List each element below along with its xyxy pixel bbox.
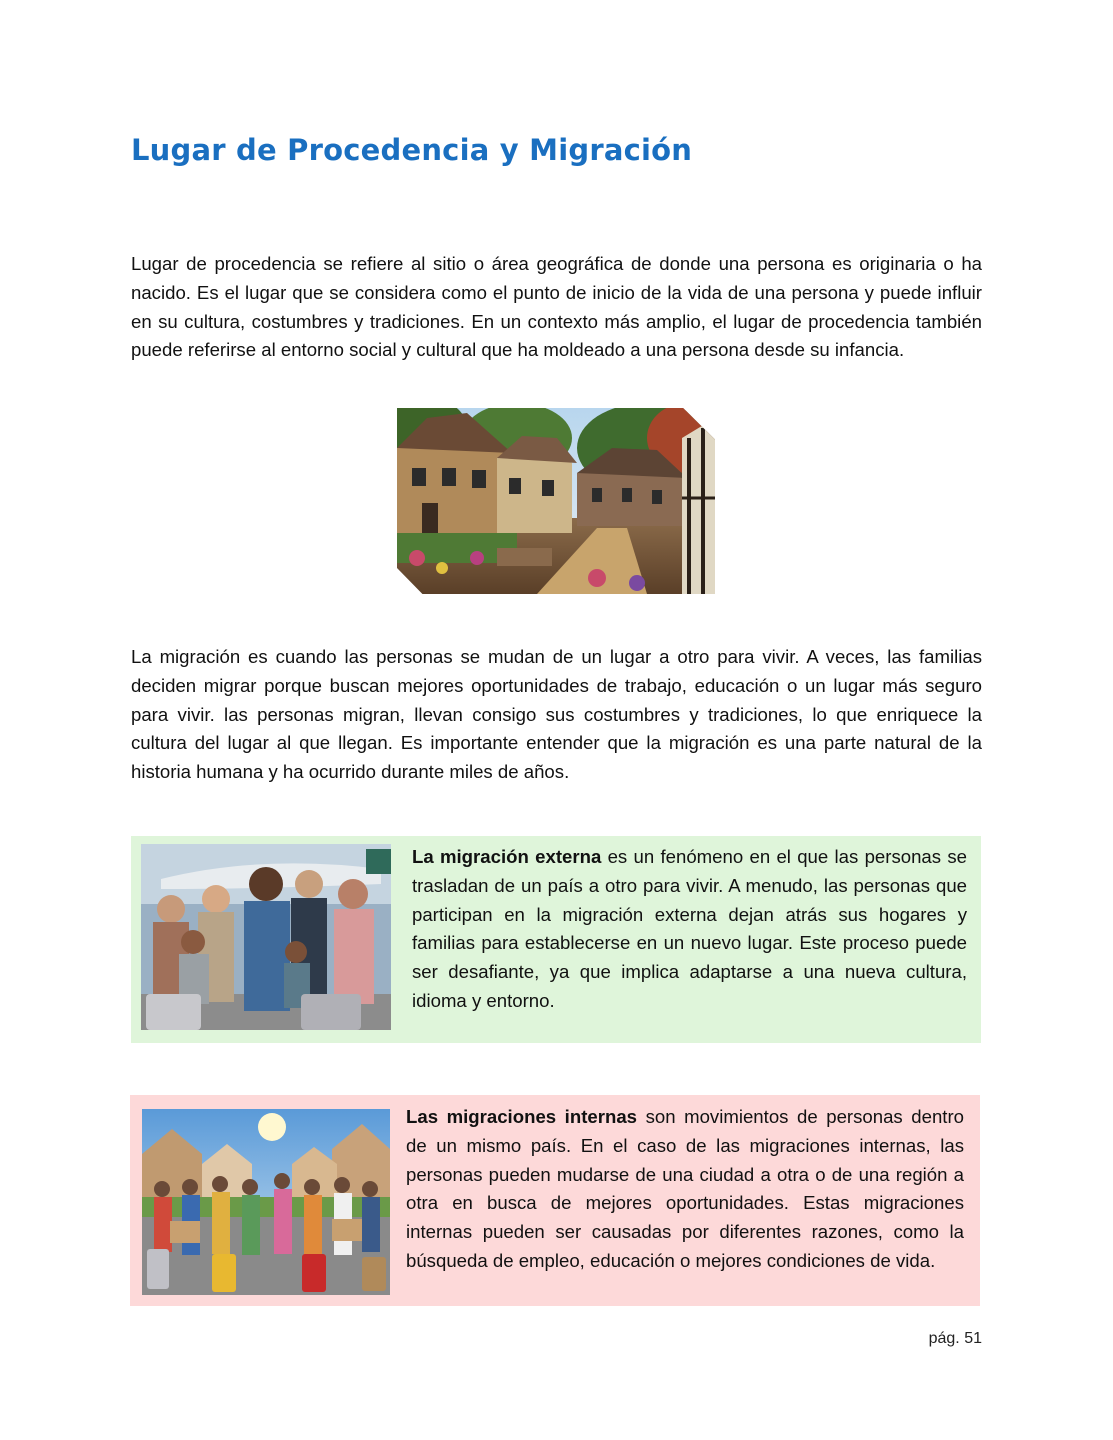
external-migration-box (131, 836, 981, 1043)
external-migration-image (141, 844, 391, 1030)
external-migration-body: es un fenómeno en el que las personas se trasladan de un país a otro para vivir. A menudo, las personas que participan en la migración externa dejan atrás sus hogares y familias para establecerse en un nuevo lugar. Este proceso puede ser desafiante, ya que implica adaptarse a una nueva cultura, idioma y entorno. (412, 846, 967, 1011)
internal-migration-box (130, 1095, 980, 1306)
paragraph-procedencia: Lugar de procedencia se refiere al sitio o área geográfica de donde una persona es originaria o ha nacido. Es el lugar que se considera como el punto de inicio de la vida de una persona y puede influir en su cultura, costumbres y tradiciones. En un contexto más amplio, el lugar de procedencia también puede referirse al entorno social y cultural que ha moldeado a una persona desde su infancia. (131, 253, 982, 361)
village-image (397, 408, 715, 594)
internal-migration-body: son movimientos de personas dentro de un mismo país. En el caso de las migraciones internas, las personas pueden mudarse de una ciudad a otra o de una región a otra en busca de mejores oportunidades. Estas migraciones internas pueden ser causadas por diferentes razones, como la búsqueda de empleo, educación o mejores condiciones de vida. (406, 1106, 964, 1271)
internal-migration-text (406, 1103, 964, 1276)
internal-migration-term: Las migraciones internas (406, 1106, 638, 1127)
external-migration-term: La migración externa (412, 846, 602, 867)
page-number: pág. 51 (928, 1330, 982, 1347)
page-title: Lugar de Procedencia y Migración (131, 133, 693, 167)
internal-migration-image (142, 1109, 390, 1295)
paragraph-migracion: La migración es cuando las personas se mudan de un lugar a otro para vivir. A veces, las familias deciden migrar porque buscan mejores oportunidades de trabajo, educación o un lugar más seguro para vivir. las personas migran, llevan consigo sus costumbres y tradiciones, lo que enriquece la cultura del lugar al que llegan. Es importante entender que la migración es una parte natural de la historia humana y ha ocurrido durante miles de años. (131, 646, 982, 783)
external-migration-text (412, 843, 967, 1016)
